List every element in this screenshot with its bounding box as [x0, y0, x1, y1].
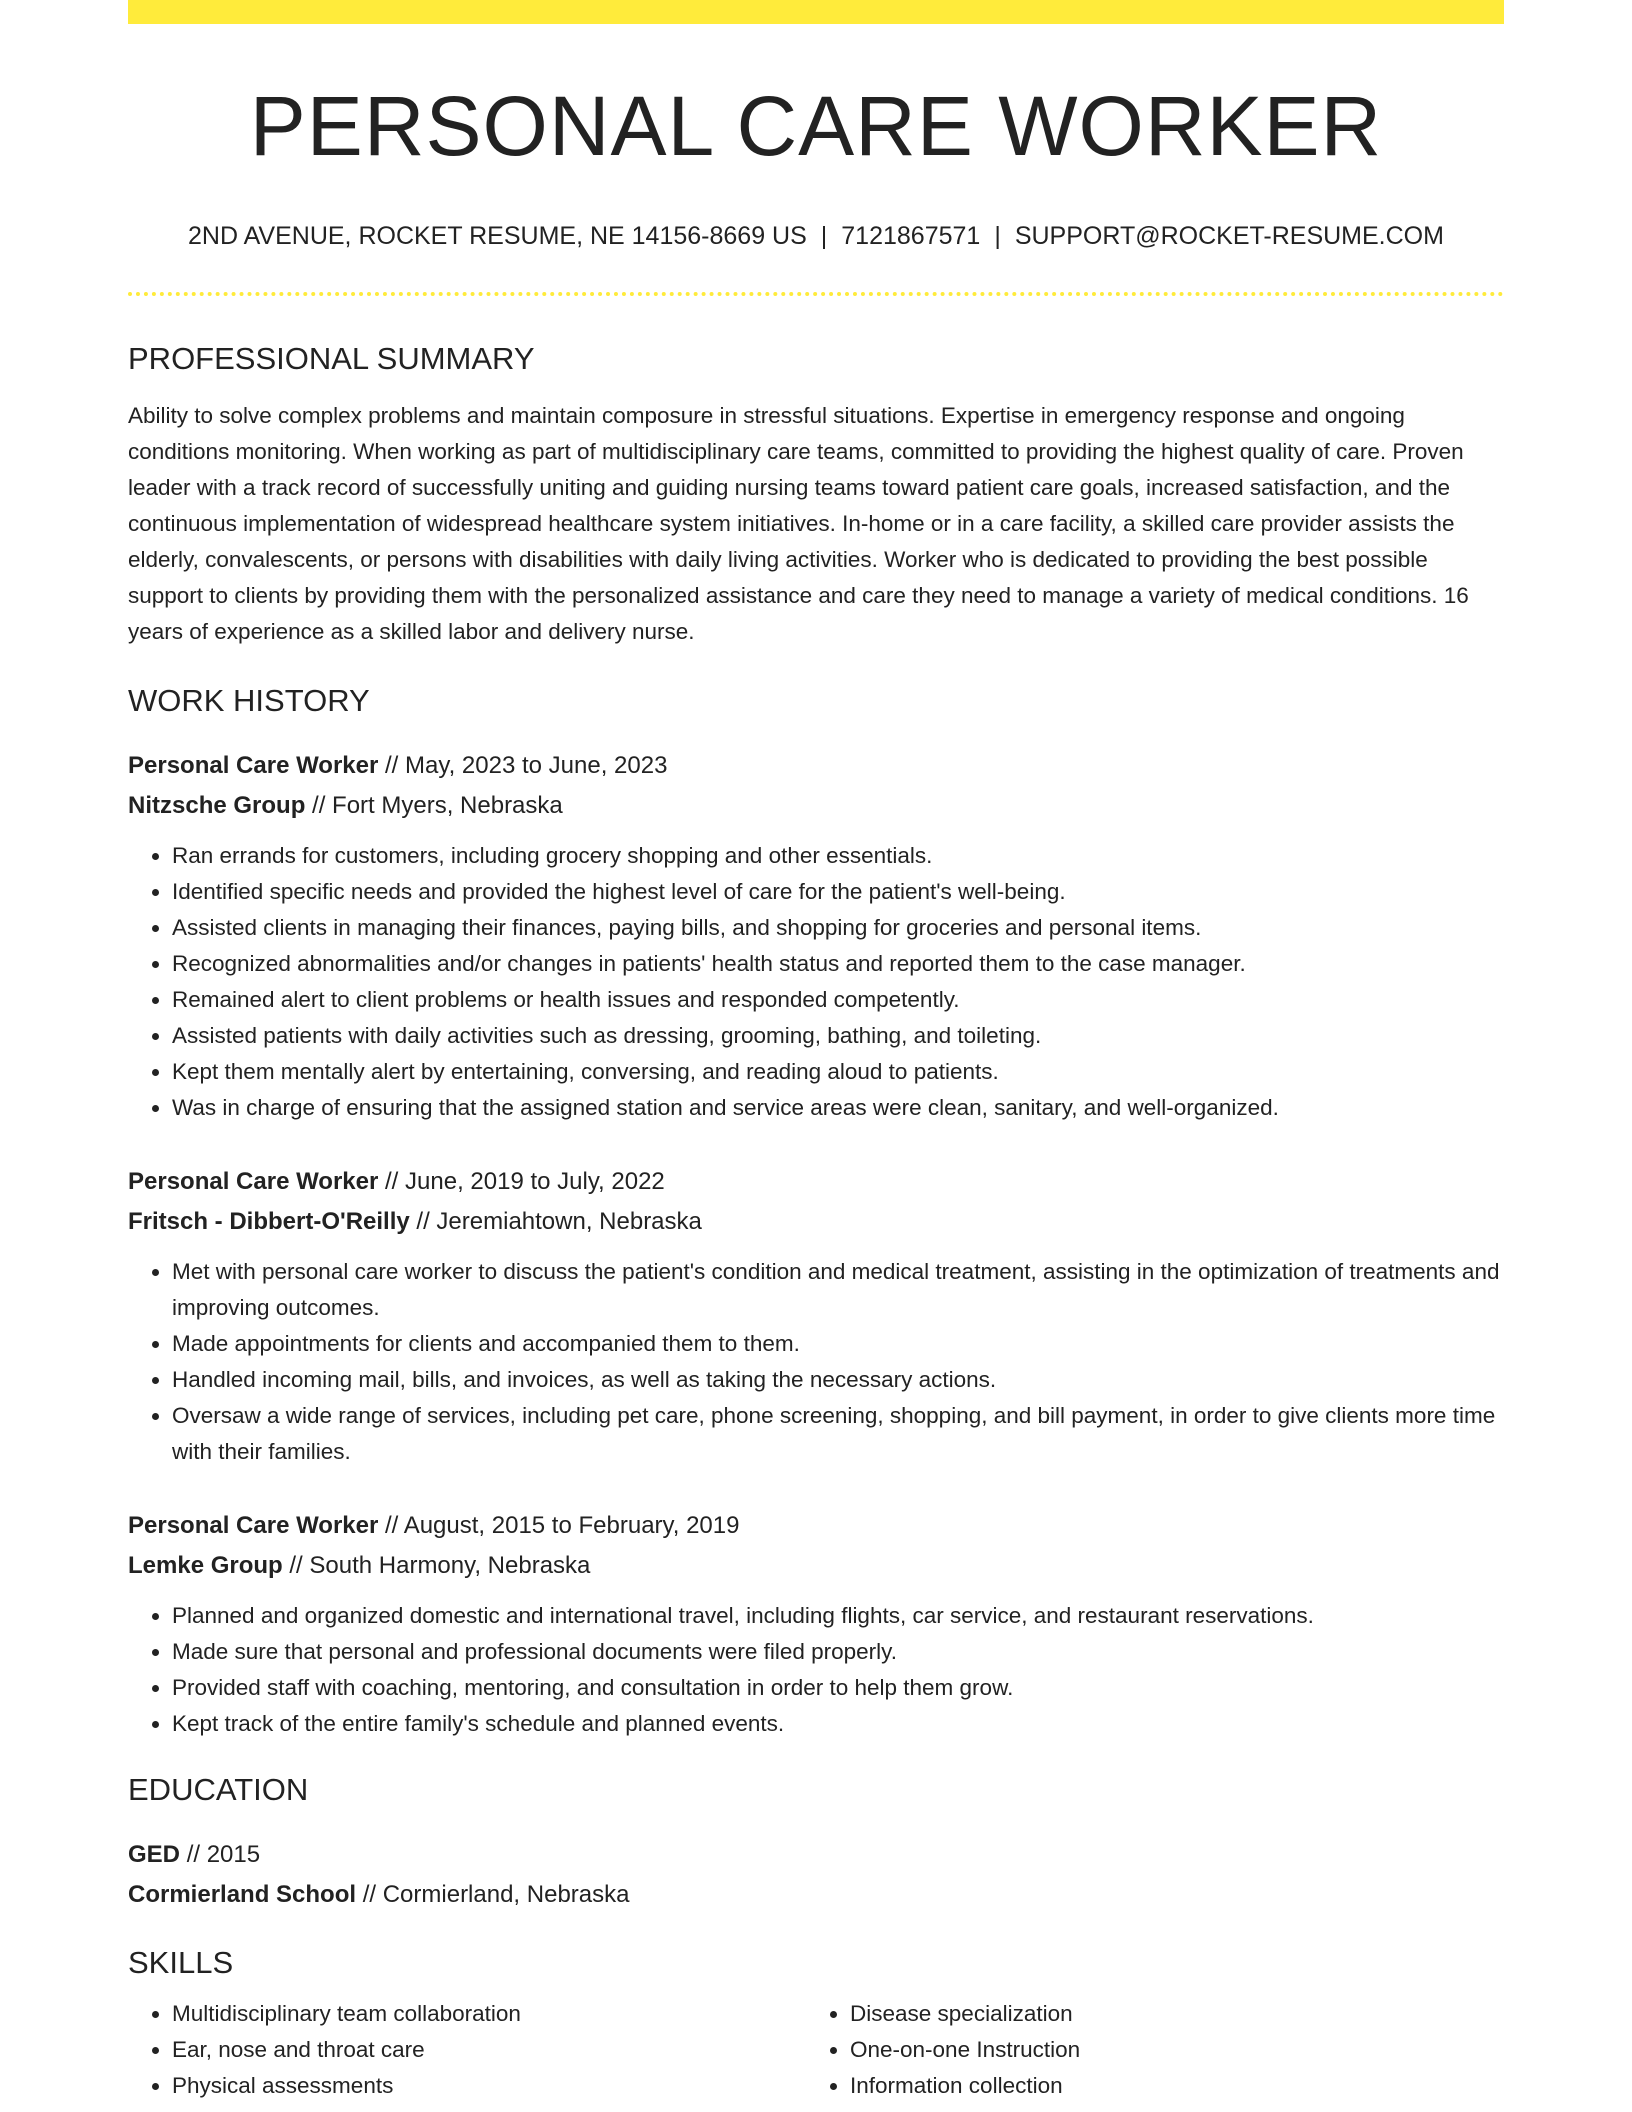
accent-top-bar — [128, 0, 1504, 24]
education-school-line — [128, 1875, 1504, 1915]
job-company-line — [128, 1546, 1504, 1586]
list-item: • Oversaw a wide range of services, including pet care, phone screening, shopping, and bill payment, in order to give clients more time with their families. — [172, 1398, 1504, 1470]
job-role-line — [128, 1162, 1504, 1202]
skills-list — [806, 1996, 1484, 2104]
summary-heading: PROFESSIONAL SUMMARY — [128, 341, 535, 376]
dotted-divider — [128, 292, 1504, 296]
job-entry — [128, 1162, 1504, 1470]
contact-line — [128, 224, 1504, 249]
contact-email: SUPPORT@ROCKET-RESUME.COM — [1014, 222, 1444, 250]
education-heading: EDUCATION — [128, 1772, 309, 1807]
job-role: Personal Care Worker — [128, 1512, 379, 1539]
skills-column-left — [128, 1996, 806, 2104]
education-location: // Cormierland, Nebraska — [362, 1881, 630, 1908]
education-degree: GED — [128, 1841, 181, 1868]
list-item: • Made sure that personal and professional documents were filed properly. — [172, 1634, 1504, 1670]
job-company: Lemke Group — [128, 1552, 283, 1579]
job-company-line — [128, 786, 1504, 826]
list-item: • Identified specific needs and provided the highest level of care for the patient's well-being. — [172, 874, 1504, 910]
skill-item: • Multidisciplinary team collaboration — [172, 1996, 806, 2032]
job-role: Personal Care Worker — [128, 752, 379, 779]
contact-phone: 7121867571 — [841, 222, 981, 250]
work-history-heading: WORK HISTORY — [128, 683, 370, 718]
list-item: • Handled incoming mail, bills, and invoices, as well as taking the necessary actions. — [172, 1362, 1504, 1398]
education-entry — [128, 1835, 1504, 1915]
skills-heading: SKILLS — [128, 1945, 234, 1980]
list-item: • Planned and organized domestic and international travel, including flights, car service, and restaurant reservations. — [172, 1598, 1504, 1634]
education-year: // 2015 — [186, 1841, 261, 1868]
job-role: Personal Care Worker — [128, 1168, 379, 1195]
skills-column-right — [806, 1996, 1484, 2104]
job-dates: // August, 2015 to February, 2019 — [385, 1512, 740, 1539]
skills-grid — [128, 1996, 1504, 2104]
list-item: • Remained alert to client problems or health issues and responded competently. — [172, 982, 1504, 1018]
education-school: Cormierland School — [128, 1881, 357, 1908]
list-item: • Provided staff with coaching, mentoring, and consultation in order to help them grow. — [172, 1670, 1504, 1706]
contact-separator: | — [820, 222, 828, 250]
job-duties-list — [128, 1598, 1504, 1742]
job-dates: // May, 2023 to June, 2023 — [385, 752, 668, 779]
job-dates: // June, 2019 to July, 2022 — [385, 1168, 665, 1195]
job-company-line — [128, 1202, 1504, 1242]
education-degree-line — [128, 1835, 1504, 1875]
summary-text: Ability to solve complex problems and maintain composure in stressful situations. Expertise in emergency response and ongoing conditions monitoring. When working as part of multidisciplinary care teams, committed to providing the highest quality of care. Proven leader with a track record of successfully uniting and guiding nursing teams toward patient care goals, increased satisfaction, and the continuous implementation of widespread healthcare system initiatives. In-home or in a care facility, a skilled care provider assists the elderly, convalescents, or persons with disabilities with daily living activities. Worker who is dedicated to providing the best possible support to clients by providing them with the personalized assistance and care they need to manage a variety of medical conditions. 16 years of experience as a skilled labor and delivery nurse. — [128, 403, 1469, 644]
contact-separator: | — [994, 222, 1001, 250]
skill-item: • One-on-one Instruction — [850, 2032, 1484, 2068]
resume-page — [128, 0, 1504, 2104]
list-item: • Recognized abnormalities and/or changes in patients' health status and reported them to the case manager. — [172, 946, 1504, 982]
job-duties-list — [128, 838, 1504, 1126]
contact-address: 2ND AVENUE, ROCKET RESUME, NE 14156-8669 US — [188, 222, 807, 250]
resume-name-heading: PERSONAL CARE WORKER — [249, 79, 1383, 173]
list-item: • Was in charge of ensuring that the assigned station and service areas were clean, sanitary, and well-organized. — [172, 1090, 1504, 1126]
list-item: • Kept track of the entire family's schedule and planned events. — [172, 1706, 1504, 1742]
job-entry — [128, 746, 1504, 1126]
skills-list — [128, 1996, 806, 2104]
job-entry — [128, 1506, 1504, 1742]
list-item: • Kept them mentally alert by entertaining, conversing, and reading aloud to patients. — [172, 1054, 1504, 1090]
list-item: • Ran errands for customers, including grocery shopping and other essentials. — [172, 838, 1504, 874]
job-location: // Fort Myers, Nebraska — [312, 792, 563, 819]
job-location: // South Harmony, Nebraska — [289, 1552, 591, 1579]
skill-item: • Physical assessments — [172, 2068, 806, 2104]
list-item: • Met with personal care worker to discuss the patient's condition and medical treatment, assisting in the optimization of treatments and improving outcomes. — [172, 1254, 1504, 1326]
job-role-line — [128, 1506, 1504, 1546]
job-role-line — [128, 746, 1504, 786]
job-duties-list — [128, 1254, 1504, 1470]
list-item: • Made appointments for clients and accompanied them to them. — [172, 1326, 1504, 1362]
job-location: // Jeremiahtown, Nebraska — [416, 1208, 702, 1235]
list-item: • Assisted patients with daily activities such as dressing, grooming, bathing, and toileting. — [172, 1018, 1504, 1054]
skill-item: • Information collection — [850, 2068, 1484, 2104]
skill-item: • Ear, nose and throat care — [172, 2032, 806, 2068]
skill-item: • Disease specialization — [850, 1996, 1484, 2032]
job-company: Fritsch - Dibbert-O'Reilly — [128, 1208, 410, 1235]
list-item: • Assisted clients in managing their finances, paying bills, and shopping for groceries and personal items. — [172, 910, 1504, 946]
job-company: Nitzsche Group — [128, 792, 306, 819]
